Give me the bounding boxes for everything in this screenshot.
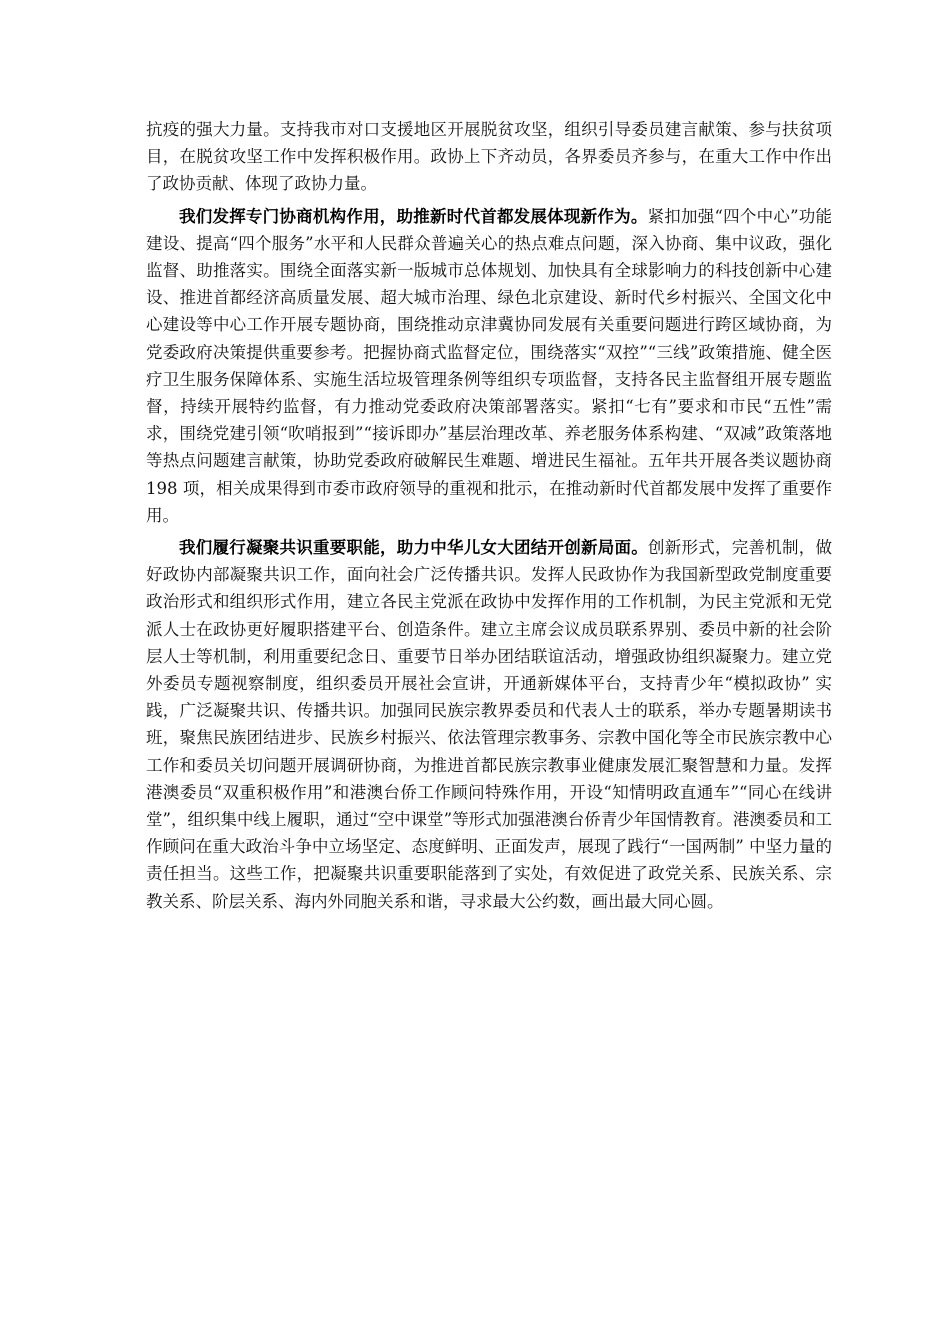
paragraph-text: 创新形式，完善机制，做好政协内部凝聚共识工作，面向社会广泛传播共识。发挥人民政协作为我国新型政党制度重要政治形式和组织形式作用，建立各民主党派在政协中发挥作用的工作机制，为民主党派和无党派人士在政协更好履职搭建平台、创造条件。建立主席会议成员联系界别、委员中新的社会阶层人士等机制，利用重要纪念日、重要节日举办团结联谊活动，增强政协组织凝聚力。建立党外委员专题视察制度，组织委员开展社会宣讲，开通新媒体平台，支持青少年“模拟政协” 实践，广泛凝聚共识、传播共识。加强同民族宗教界委员和代表人士的联系，举办专题暑期读书班，聚焦民族团结进步、民族乡村振兴、依法管理宗教事务、宗教中国化等全市民族宗教中心工作和委员关切问题开展调研协商，为推进首都民族宗教事业健康发展汇聚智慧和力量。发挥港澳委员“双重积极作用”和港澳台侨工作顾问特殊作用，开设“知情明政直通车”“同心在线讲堂”，组织集中线上履职，通过“空中课堂”等形式加强港澳台侨青少年国情教育。港澳委员和工作顾问在重大政治斗争中立场坚定、态度鲜明、正面发声，展现了践行“一国两制” 中坚力量的责任担当。这些工作，把凝聚共识重要职能落到了实处，有效促进了政党关系、民族关系、宗教关系、阶层关系、海内外同胞关系和谐，寻求最大公约数，画出最大同心圆。 (146, 538, 832, 911)
paragraph-text: 抗疫的强大力量。支持我市对口支援地区开展脱贫攻坚，组织引导委员建言献策、参与扶贫项目，在脱贫攻坚工作中发挥积极作用。政协上下齐动员，各界委员齐参与，在重大工作中作出了政协贡献、体现了政协力量。 (146, 120, 832, 194)
document-body (146, 116, 832, 920)
paragraph-lead-sentence: 我们履行凝聚共识重要职能，助力中华儿女大团结开创新局面。 (179, 538, 648, 558)
paragraph-consensus (146, 534, 832, 915)
paragraph-continuation (146, 116, 832, 198)
paragraph-lead-sentence: 我们发挥专门协商机构作用，助推新时代首都发展体现新作为。 (179, 206, 648, 226)
paragraph-text: 紧扣加强“四个中心”功能建设、提高“四个服务”水平和人民群众普遍关心的热点难点问题，深入协商、集中议政，强化监督、助推落实。围绕全面落实新一版城市总体规划、加快具有全球影响力的科技创新中心建设、推进首都经济高质量发展、超大城市治理、绿色北京建设、新时代乡村振兴、全国文化中心建设等中心工作开展专题协商，围绕推动京津冀协同发展有关重要问题进行跨区域协商，为党委政府决策提供重要参考。把握协商式监督定位，围绕落实“双控”“三线”政策措施、健全医疗卫生服务保障体系、实施生活垃圾管理条例等组织专项监督，支持各民主监督组开展专题监督，持续开展特约监督，有力推动党委政府决策部署落实。紧扣“七有”要求和市民“五性”需求，围绕党建引领“吹哨报到”“接诉即办”基层治理改革、养老服务体系构建、“双减”政策落地等热点问题建言献策，协助党委政府破解民生难题、增进民生福祉。五年共开展各类议题协商 198 项，相关成果得到市委市政府领导的重视和批示，在推动新时代首都发展中发挥了重要作用。 (146, 206, 833, 525)
paragraph-consultation (146, 203, 832, 529)
